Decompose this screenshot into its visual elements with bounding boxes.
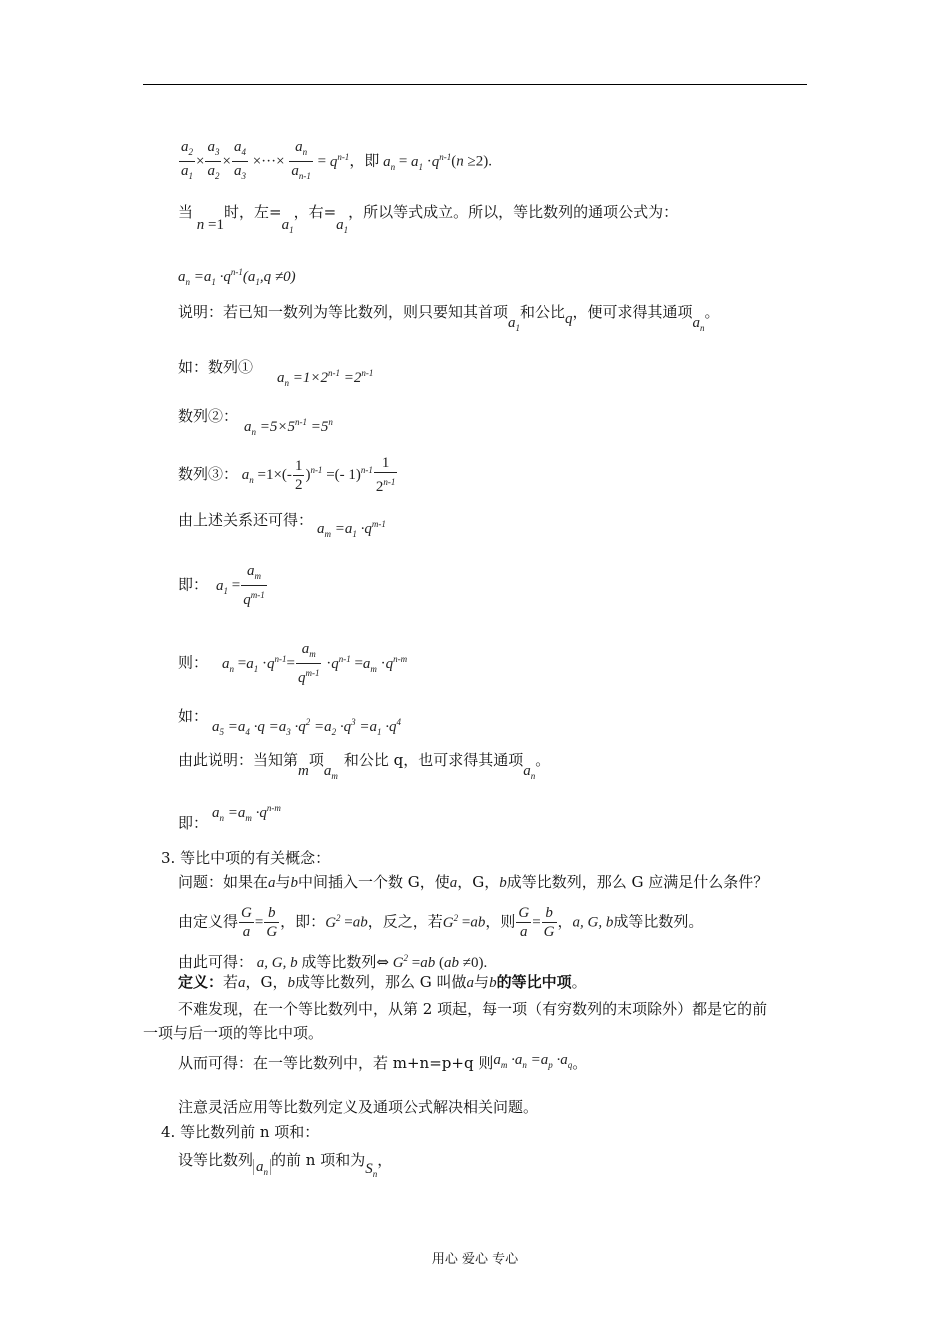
- text-partial-sum: 设等比数列 $a_n$的前 n 项和为$S_n$，: [178, 1151, 393, 1179]
- formula-an-from-am: 则： $a_n =a_1 \cdot q^{n-1}=$ $\frac{a_m}{q^{m-1}}$ $\cdot q^{n-1} =a_m \cdot q^{n-m}$: [178, 641, 408, 686]
- example-sequence-2: 数列②：$a_n =5\times 5^{n-1} =5^n$: [178, 407, 333, 437]
- formula-an-am: $a_n =a_m \cdot q^{n-m}$: [212, 803, 281, 823]
- example-sequence-3: 数列③： $a_n =1\times(-$ $\frac{1}{2}$ )$^{n-1}$ =(- 1)$^{n-1}$ $\frac{1}{2^{n-1}}$: [178, 455, 396, 495]
- paragraph-observation-2: 一项与后一项的等比中项。: [143, 1024, 324, 1042]
- header-rule: [143, 84, 807, 85]
- text-definition-derivation: 由定义得 $\frac{G}{a}$ = $\frac{b}{G}$ ，即：$G^2 =ab$，反之，若$G^2 =ab$，则 $\frac{G}{a}$ = $\frac{b}{G}$ ，a, G, b成等比数列。: [178, 905, 704, 940]
- text-ji-label: ，即: [349, 151, 380, 170]
- text-when-n-equals-1: 当 n =1时，左$=a_1$，右$=a_1$，所以等式成立。所以，等比数列的通项公式为：: [178, 203, 679, 235]
- formula-general-term: $a_n =a_1 \cdot q^{n-1}(a_1,q \ne 0)$: [178, 267, 296, 287]
- text-mnpq-property: 从而可得：在一等比数列中，若 m+n=p+q 则$a_m \cdot a_n =a_p \cdot a_q$。: [178, 1052, 588, 1072]
- formula-product-ratios: $\frac{a_2}{a_1}$ × $\frac{a_3}{a_2}$ × $\frac{a_4}{a_3}$ ×···× $\frac{a_n}{a_{n-1}}$ = $q^{n-1}$，即 $a_n = a_1 \cdot q^{n-1}(n \ge 2)$.: [181, 139, 493, 181]
- example-sequence-1: 如：数列$①a_n =1\times 2^{n-1} =2^{n-1}$: [178, 358, 374, 388]
- label-ji: 即：: [178, 814, 209, 832]
- page-footer: 用心 爱心 专心: [431, 1252, 519, 1267]
- text-relation: 由上述关系还可得： $a_m =a_1 \cdot q^{m-1}$: [178, 511, 386, 539]
- text-question: 问题：如果在a与b中间插入一个数 G，使a，G，b成等比数列，那么 G 应满足什么条件？: [178, 873, 769, 891]
- text-note: 注意灵活应用等比数列定义及通项公式解决相关问题。: [178, 1098, 539, 1116]
- text-geometric-mean-definition: 定义：若a，G，b成等比数列，那么 G 叫做a与b的等比中项。: [178, 973, 587, 991]
- formula-first-term: 即： $a_1$ = $\frac{a_m}{q^{m-1}}$: [178, 563, 265, 608]
- text-explanation: 说明：若已知一数列为等比数列，则只要知其首项$a_1$和公比q，便可求得其通项$a_n$。: [178, 303, 720, 333]
- text-equivalence: 由此可得： a, G, b 成等比数列⇔ $G^2 =ab$ (ab ≠0).: [178, 953, 488, 971]
- section-3-title: 3. 等比中项的有关概念：: [161, 849, 331, 867]
- paragraph-observation-1: 不难发现，在一个等比数列中，从第 2 项起，每一项（有穷数列的末项除外）都是它的前: [178, 1000, 768, 1018]
- section-4-title: 4. 等比数列前 n 项和：: [161, 1123, 320, 1141]
- text-conclusion: 由此说明：当知第m项$a_m$和公比 q，也可求得其通项$a_n$。: [178, 751, 551, 781]
- formula-a5-example: 如：$a_5 =a_4 \cdot q =a_3 \cdot q^2 =a_2 \cdot q^3 =a_1 \cdot q^4$: [178, 707, 402, 737]
